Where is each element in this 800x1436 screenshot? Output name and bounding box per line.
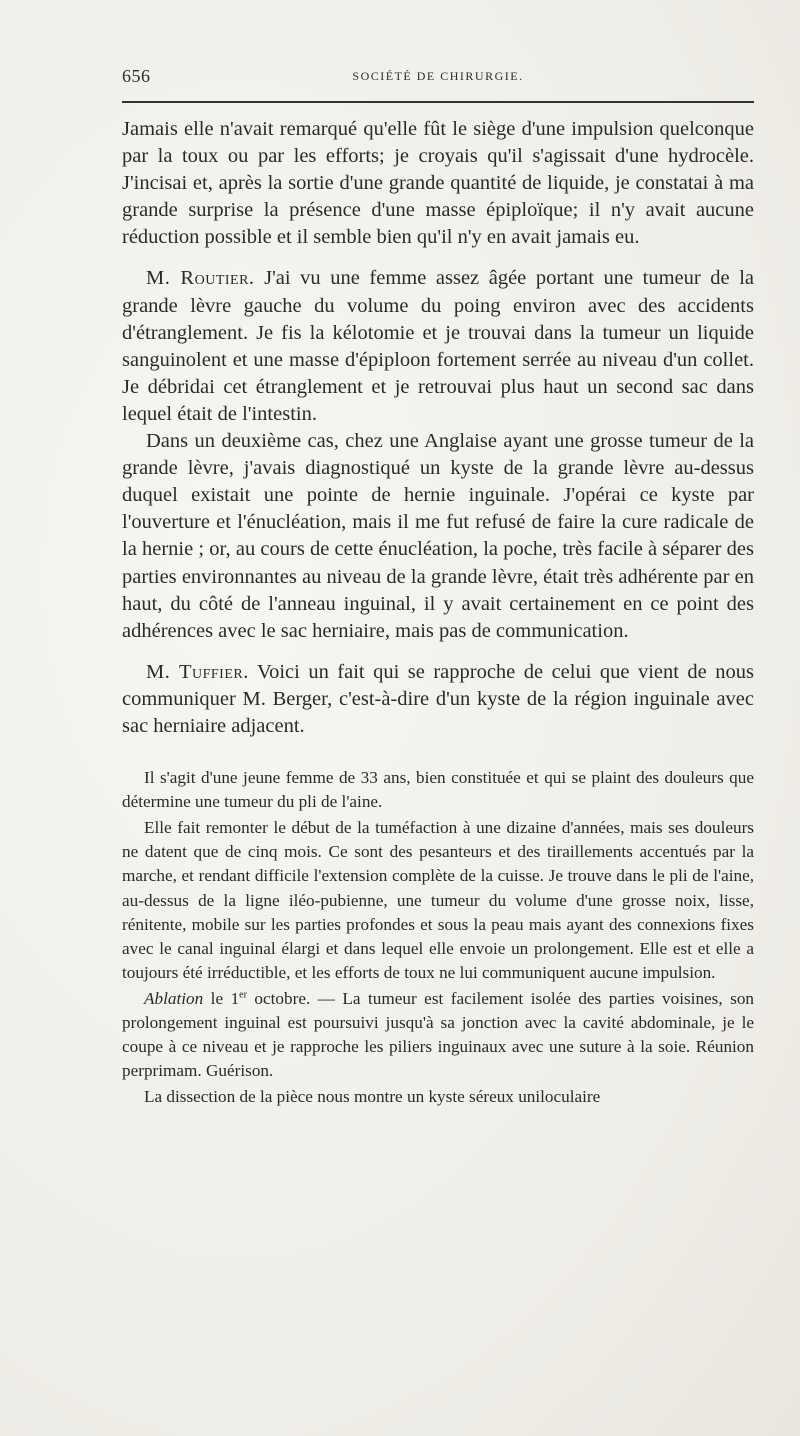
speaker-name: M. Tuffier. xyxy=(146,660,249,683)
case-paragraph-1: Il s'agit d'une jeune femme de 33 ans, bien constituée et qui se plaint des douleurs que détermine une tumeur du pli de l'aine. xyxy=(122,768,754,812)
page-body xyxy=(122,116,754,1109)
paragraph-text: J'ai vu une femme assez âgée portant une tumeur de la grande lèvre gauche du volume du poing environ avec des accidents d'étranglement. Je fis la kélotomie et je trouvai dans la tumeur un liquide sanguinolent et une masse d'épiploon fortement serrée au niveau d'un collet. Je débridai cet étranglement et je retrouvai plus haut un second sac dans lequel était de l'intestin. xyxy=(122,267,755,425)
ablation-heading: Ablation xyxy=(144,988,204,1008)
case-paragraph-4: La dissection de la pièce nous montre un kyste séreux uniloculaire xyxy=(144,1087,601,1107)
paragraph-text: Voici un fait qui se rapproche de celui que vient de nous communiquer M. Berger, c'est-à-dire d'un kyste de la région inguinale avec sac herniaire adjacent. xyxy=(122,660,754,737)
running-head: SOCIÉTÉ DE CHIRURGIE. xyxy=(352,69,524,83)
paragraph-3: Dans un deuxième cas, chez une Anglaise ayant une grosse tumeur de la grande lèvre, j'avais diagnostiqué un kyste de la grande lèvre au-dessus duquel existait une pointe de hernie inguinale. J'opérai ce kyste par l'ouverture et l'énucléation, mais il me fut refusé de faire la cure radicale de la hernie ; or, au cours de cette énucléation, la poche, très facile à séparer des parties environnantes au niveau de la grande lèvre, était très adhérente par en haut, du côté de l'anneau inguinal, il y avait certainement en ce point des adhérences avec le sac herniaire, mais pas de communication. xyxy=(122,430,754,642)
ordinal-suffix: er xyxy=(239,989,247,1001)
paragraph-text: octobre. — La tumeur est facilement isolée des parties voisines, son prolongement inguinal est poursuivi jusqu'à sa jonction avec la cavité abdominale, je le coupe à ce niveau et je rapproche les piliers inguinaux avec une suture à la soie. Réunion perprimam. Guérison. xyxy=(122,988,755,1081)
page-header xyxy=(122,66,754,88)
header-rule xyxy=(122,101,754,103)
paragraph-routier xyxy=(122,265,754,428)
speaker-name: M. Routier. xyxy=(146,267,255,290)
paragraph-tuffier xyxy=(122,659,754,740)
case-report xyxy=(122,766,754,1109)
page-number: 656 xyxy=(122,66,151,86)
date-prefix: le 1 xyxy=(203,988,240,1008)
case-paragraph-2: Elle fait remonter le début de la tuméfaction à une dizaine d'années, mais ses douleurs ne datent que de cinq mois. Ce sont des pesanteurs et des tiraillements accentués par la marche, et rendant difficile l'extension complète de la cuisse. Je trouve dans le pli de l'aine, au-dessus de la ligne iléo-pubienne, une tumeur du volume d'une grosse noix, lisse, rénitente, mobile sur les parties profondes et sous la peau mais ayant des connexions fixes avec le canal inguinal élargi et dans lequel elle envoie un prolongement. Elle est et elle a toujours été irréductible, et les efforts de toux ne lui communiquent aucune impulsion. xyxy=(122,818,754,982)
case-paragraph-3 xyxy=(122,987,754,1083)
paragraph-1: Jamais elle n'avait remarqué qu'elle fût le siège d'une impulsion quelconque par la toux ou par les efforts; je croyais qu'il s'agissait d'une hydrocèle. J'incisai et, après la sortie d'une grande quantité de liquide, je constatai à ma grande surprise la présence d'une masse épiploïque; il n'y avait aucune réduction possible et il semble bien qu'il n'y en avait jamais eu. xyxy=(122,118,754,249)
